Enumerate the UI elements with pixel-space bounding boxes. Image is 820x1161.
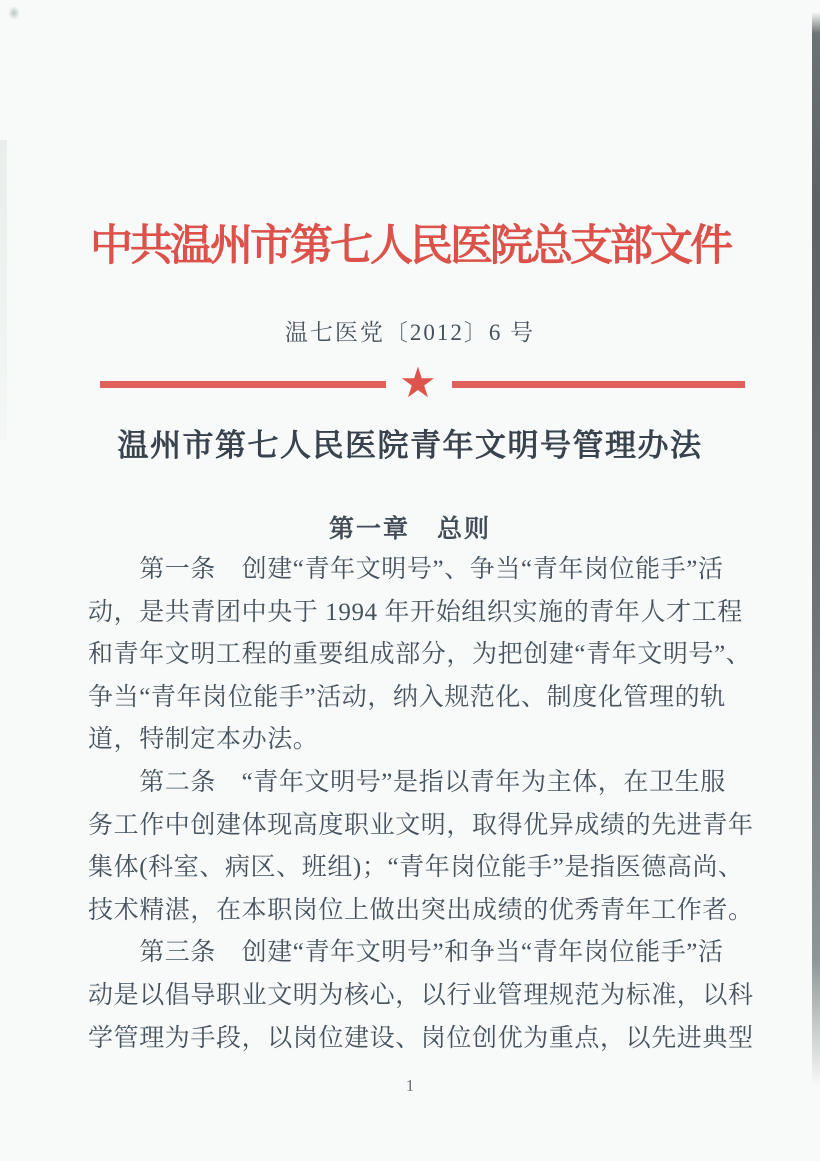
body-line: 技术精湛，在本职岗位上做出突出成绩的优秀青年工作者。 <box>88 896 754 924</box>
body-line: 第一条 创建“青年文明号”、争当“青年岗位能手”活 <box>88 556 724 583</box>
body-line: 争当“青年岗位能手”活动，纳入规范化、制度化管理的轨 <box>88 683 726 711</box>
star-icon: ★ <box>399 361 437 407</box>
body-line: 和青年文明工程的重要组成部分，为把创建“青年文明号”、 <box>88 641 752 669</box>
scan-edge-strip <box>812 12 820 1087</box>
document-body <box>88 549 754 1060</box>
document-title: 温州市第七人民医院青年文明号管理办法 <box>117 428 703 463</box>
body-line: 学管理为手段，以岗位建设、岗位创优为重点，以先进典型 <box>88 1024 754 1052</box>
header-rule-right <box>452 381 745 388</box>
body-line: 动，是共青团中央于 1994 年开始组织实施的青年人才工程 <box>88 598 743 626</box>
document-number: 温七医党〔2012〕6 号 <box>284 320 536 345</box>
body-line: 道，特制定本办法。 <box>88 726 319 754</box>
body-line: 第二条 “青年文明号”是指以青年为主体，在卫生服 <box>88 768 726 796</box>
chapter-heading: 第一章 总则 <box>328 516 491 543</box>
body-line: 第三条 创建“青年文明号”和争当“青年岗位能手”活 <box>88 939 724 967</box>
body-line: 务工作中创建体现高度职业文明，取得优异成绩的先进青年 <box>88 811 754 839</box>
scan-artifact <box>0 140 7 440</box>
page-number: 1 <box>405 1076 415 1095</box>
body-line: 集体(科室、病区、班组)；“青年岗位能手”是指医德高尚、 <box>88 854 744 882</box>
document-header-title: 中共温州市第七人民医院总支部文件 <box>90 223 730 270</box>
scan-artifact <box>8 6 20 20</box>
body-line: 动是以倡导职业文明为核心，以行业管理规范为标准，以科 <box>88 981 754 1009</box>
header-rule-left <box>100 381 386 388</box>
